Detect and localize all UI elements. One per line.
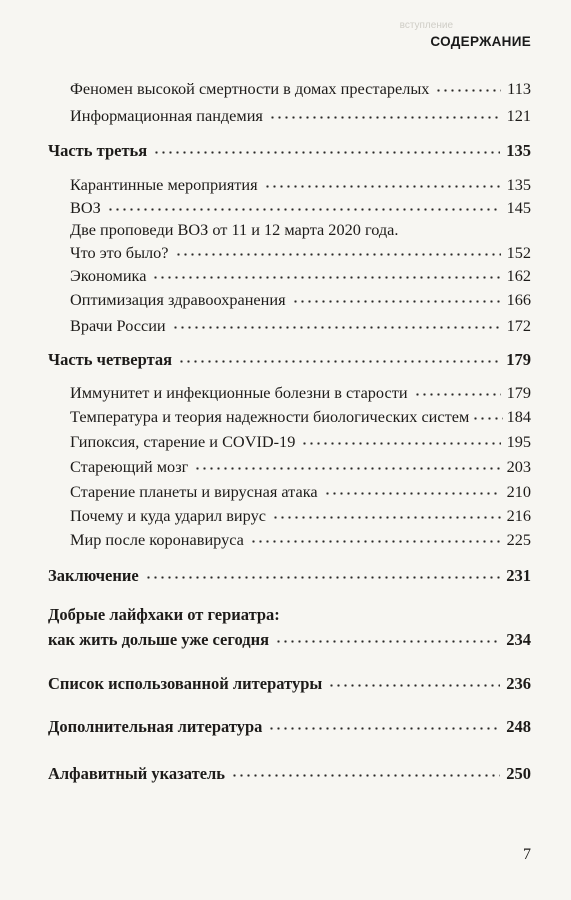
toc-entry[interactable]: [48, 174, 531, 195]
dot-leader: [145, 564, 501, 581]
toc-entry-page: 166: [506, 290, 531, 310]
toc-entry[interactable]: [48, 406, 531, 427]
toc-entry-title: Почему и куда ударил вирус: [70, 506, 266, 526]
toc-entry-title: Температура и теория надежности биологических систем: [70, 407, 470, 427]
toc-entry-title: Старение планеты и вирусная атака: [70, 482, 318, 502]
dot-leader: [292, 289, 501, 305]
toc-entry-title: Информационная пандемия: [70, 106, 263, 126]
dot-leader: [178, 348, 500, 365]
toc-entry-page: 231: [506, 565, 531, 585]
dot-leader: [175, 242, 501, 258]
faded-running-head: вступление: [399, 20, 453, 31]
toc-entry-title: Оптимизация здравоохранения: [70, 290, 286, 310]
toc-part-title-line1: Добрые лайфхаки от гериатра:: [48, 605, 280, 624]
toc-part-entry[interactable]: [48, 672, 531, 694]
dot-leader: [172, 315, 501, 331]
dot-leader: [250, 529, 501, 545]
toc-part-entry[interactable]: [48, 762, 531, 784]
dot-leader: [194, 456, 500, 472]
toc-entry-page: 172: [506, 316, 531, 336]
toc-entry-page: 216: [506, 506, 531, 526]
toc-part-title: Список использованной литературы: [48, 673, 323, 693]
dot-leader: [472, 406, 502, 422]
toc-entry-title: Феномен высокой смертности в домах престарелых: [70, 79, 430, 99]
toc-entry-page: 225: [506, 530, 531, 550]
toc-entry[interactable]: [48, 481, 531, 502]
toc-entry-title: Врачи России: [70, 316, 166, 336]
toc-entry[interactable]: [48, 289, 531, 310]
toc-entry-page: 121: [506, 106, 531, 126]
toc-entry-title: Карантинные мероприятия: [70, 175, 258, 195]
toc-entry-title: Мир после коронавируса: [70, 530, 244, 550]
toc-entry[interactable]: [48, 382, 531, 403]
toc-entry-page: 203: [506, 457, 531, 477]
toc-entry-title: Гипоксия, старение и COVID-19: [70, 432, 296, 452]
dot-leader: [414, 382, 501, 398]
toc-entry-page: 152: [506, 243, 531, 263]
toc-entry-page: 210: [506, 482, 531, 502]
toc-entry-page: 236: [506, 673, 531, 693]
dot-leader: [275, 628, 500, 645]
toc-entry[interactable]: [48, 505, 531, 526]
toc-part-entry[interactable]: [48, 715, 531, 737]
toc-entry-title: Иммунитет и инфекционные болезни в старости: [70, 383, 408, 403]
toc-part-entry[interactable]: [48, 139, 531, 161]
toc-entry[interactable]: [48, 315, 531, 336]
toc-part-title: Дополнительная литература: [48, 716, 263, 736]
toc-part-entry[interactable]: [48, 348, 531, 370]
dot-leader: [269, 105, 501, 121]
toc-entry-title-line1: Две проповеди ВОЗ от 11 и 12 марта 2020 года.: [70, 220, 399, 239]
toc-part-title: как жить дольше уже сегодня: [48, 629, 270, 649]
toc-part-entry[interactable]: [48, 564, 531, 586]
toc-entry-page: 162: [506, 266, 531, 286]
toc-part-title: Часть третья: [48, 140, 148, 160]
toc-entry[interactable]: [48, 105, 531, 126]
dot-leader: [272, 505, 501, 521]
dot-leader: [328, 672, 500, 689]
dot-leader: [268, 715, 500, 732]
dot-leader: [301, 431, 500, 447]
toc-entry-page: 195: [506, 432, 531, 452]
toc-entry-title: Что это было?: [70, 243, 169, 263]
toc-entry[interactable]: [48, 265, 531, 286]
toc-entry-page: 179: [506, 383, 531, 403]
toc-entry-page: 234: [506, 629, 531, 649]
toc-entry-page: 113: [507, 79, 531, 99]
toc-entry[interactable]: [48, 197, 531, 218]
dot-leader: [264, 174, 501, 190]
dot-leader: [231, 762, 500, 779]
toc-entry-title: Стареющий мозг: [70, 457, 189, 477]
toc-entry[interactable]: [48, 242, 531, 263]
page-number: 7: [523, 846, 531, 863]
dot-leader: [435, 78, 501, 94]
toc-part-title: Алфавитный указатель: [48, 763, 226, 783]
toc-entry-page: 184: [506, 407, 531, 427]
toc-entry-page: 248: [506, 716, 531, 736]
toc-entry-page: 135: [506, 140, 531, 160]
dot-leader: [153, 139, 500, 156]
section-header: СОДЕРЖАНИЕ: [430, 34, 531, 49]
toc-entry-title: ВОЗ: [70, 198, 101, 218]
toc-entry-title: Экономика: [70, 266, 147, 286]
toc-entry[interactable]: [48, 78, 531, 99]
toc-entry[interactable]: [48, 529, 531, 550]
toc-entry-page: 135: [506, 175, 531, 195]
dot-leader: [324, 481, 501, 497]
dot-leader: [152, 265, 500, 281]
toc-part-title: Заключение: [48, 565, 139, 585]
toc-entry-page: 179: [506, 349, 531, 369]
toc-entry[interactable]: [48, 456, 531, 477]
toc-part-title: Часть четвертая: [48, 349, 173, 369]
toc-entry[interactable]: [48, 431, 531, 452]
toc-entry-page: 145: [506, 198, 531, 218]
toc-entry-page: 250: [506, 763, 531, 783]
dot-leader: [107, 197, 501, 213]
toc-part-entry[interactable]: [48, 628, 531, 650]
